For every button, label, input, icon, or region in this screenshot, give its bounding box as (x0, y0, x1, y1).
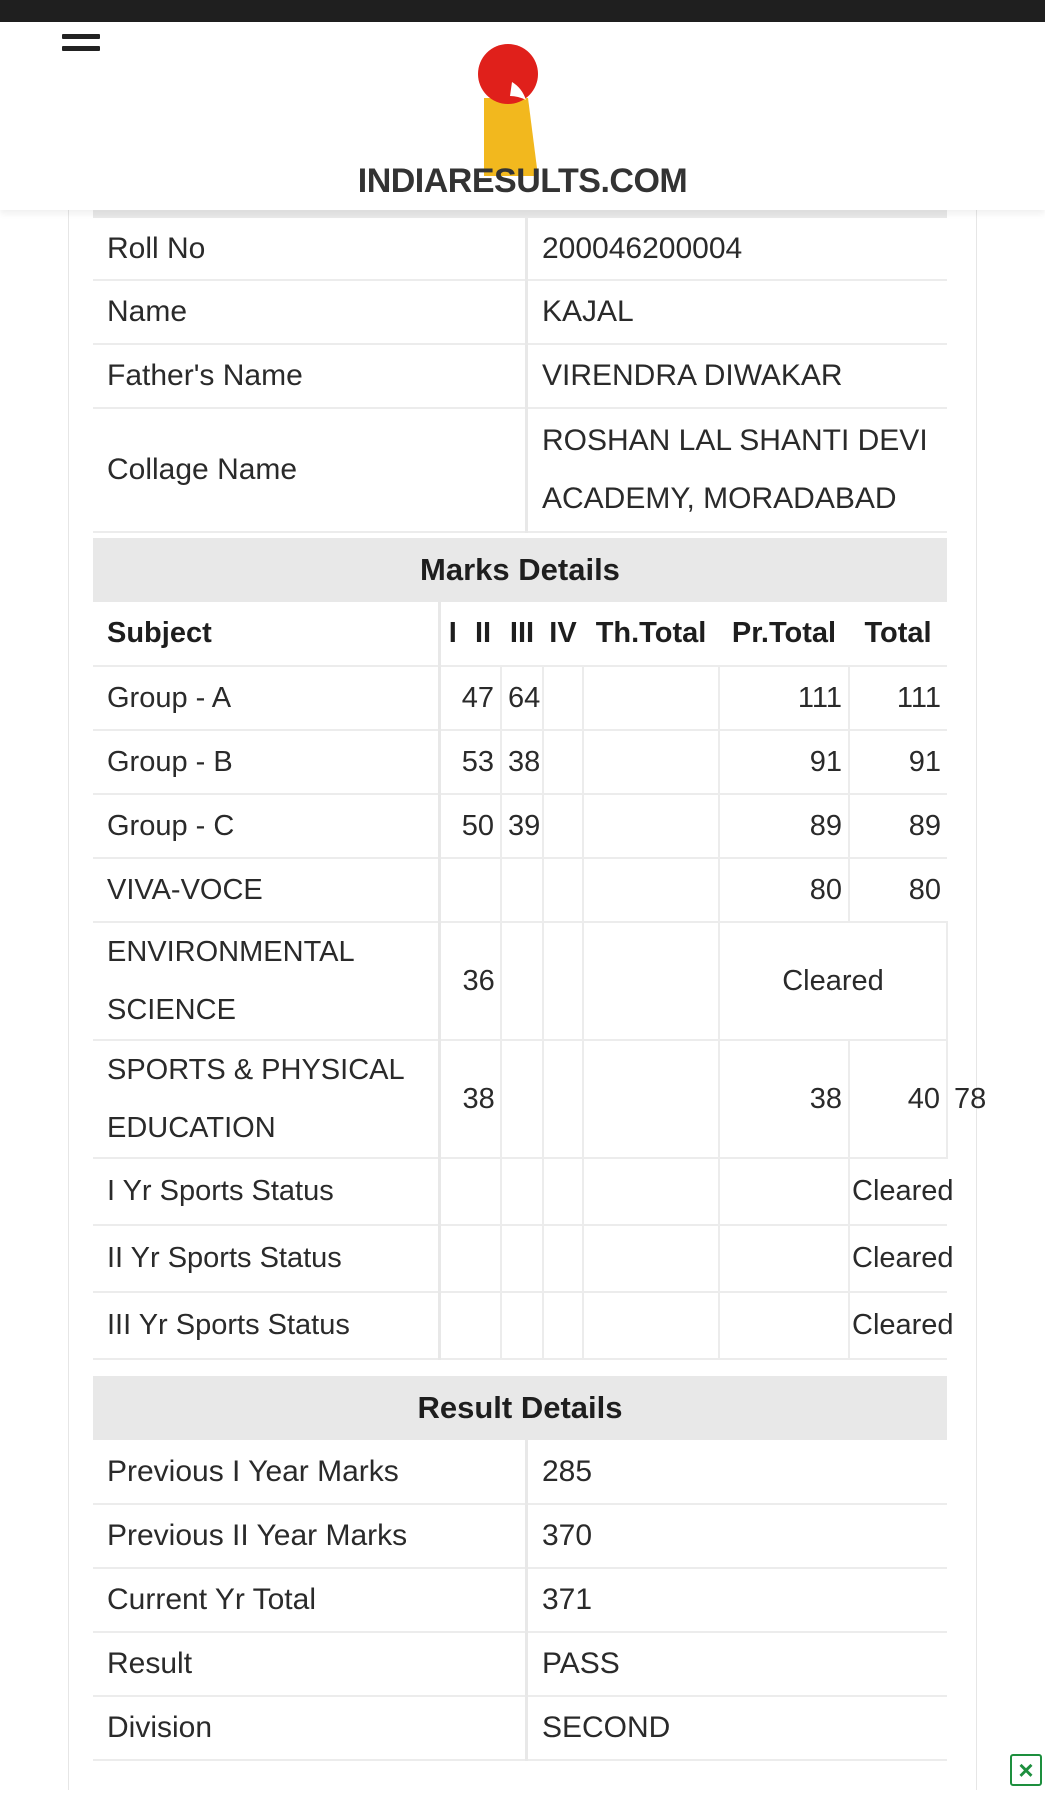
father-name-value: VIRENDRA DIWAKAR (527, 344, 948, 408)
marks-cell (543, 1292, 583, 1359)
father-name-label: Father's Name (93, 344, 527, 408)
subject-cell: Group - B (93, 730, 439, 794)
col-header: IV (543, 602, 583, 666)
subject-cell (93, 922, 439, 1040)
menu-icon[interactable] (62, 30, 102, 62)
result-details-table (93, 1440, 947, 1761)
marks-cell (439, 1158, 501, 1225)
status-bar (0, 0, 1045, 22)
marks-cell (543, 730, 583, 794)
marks-cell (543, 794, 583, 858)
close-ad-icon[interactable]: × (1010, 1754, 1042, 1786)
subject-cell: Group - C (93, 794, 439, 858)
table-row (93, 1504, 947, 1568)
marks-cell: 50 (439, 794, 501, 858)
college-name-value (527, 408, 948, 532)
marks-cell: 80 (719, 858, 849, 922)
marks-cell (583, 730, 719, 794)
marks-cell (439, 858, 501, 922)
table-row (93, 794, 947, 858)
site-header (0, 22, 1045, 210)
table-row (93, 1696, 947, 1760)
marks-cell (439, 1292, 501, 1359)
student-info-table (93, 218, 947, 533)
table-row (93, 1632, 947, 1696)
marks-details-heading: Marks Details (93, 538, 947, 602)
division-value: SECOND (527, 1696, 948, 1760)
marks-cell: 36 (439, 922, 501, 1040)
status-cell: Cleared (849, 1292, 947, 1359)
current-total-label: Current Yr Total (93, 1568, 527, 1632)
marks-cell: 53 (439, 730, 501, 794)
college-name-line: ACADEMY, MORADABAD (542, 482, 897, 515)
marks-cell (543, 858, 583, 922)
marks-cell (501, 858, 543, 922)
marks-cell: 91 (849, 730, 947, 794)
marks-cell (583, 922, 719, 1040)
col-header: III (501, 602, 543, 666)
table-row (93, 1568, 947, 1632)
table-row (93, 1225, 947, 1292)
col-header: Pr.Total (719, 602, 849, 666)
table-header-row (93, 602, 947, 666)
table-row (93, 218, 947, 280)
result-label: Result (93, 1632, 527, 1696)
table-row (93, 730, 947, 794)
marks-cell (439, 1225, 501, 1292)
marks-cell (583, 1040, 719, 1158)
subject-cell: Group - A (93, 666, 439, 730)
roll-no-value: 200046200004 (527, 218, 948, 280)
marks-cell: 47 (439, 666, 501, 730)
marks-cell (719, 1292, 849, 1359)
marks-cell: 80 (849, 858, 947, 922)
marks-cell: 40 (849, 1040, 947, 1158)
marks-cell: 89 (719, 794, 849, 858)
college-name-label: Collage Name (93, 408, 527, 532)
result-details-heading: Result Details (93, 1376, 947, 1440)
table-row (93, 280, 947, 344)
subject-line: EDUCATION (107, 1112, 276, 1144)
marks-cell (583, 1158, 719, 1225)
result-content (68, 210, 987, 1790)
marks-cell (583, 794, 719, 858)
prev-1-year-label: Previous I Year Marks (93, 1440, 527, 1504)
subject-cell (93, 1040, 439, 1158)
marks-cell (719, 1158, 849, 1225)
marks-cell (543, 1225, 583, 1292)
col-header: Subject (93, 602, 439, 666)
marks-cell (501, 1158, 543, 1225)
table-row (93, 922, 947, 1040)
subject-cell: II Yr Sports Status (93, 1225, 439, 1292)
marks-cell (543, 1040, 583, 1158)
marks-cell (501, 922, 543, 1040)
marks-cell: 91 (719, 730, 849, 794)
marks-cell: 111 (849, 666, 947, 730)
status-cell: Cleared (849, 1158, 947, 1225)
col-header: I (439, 602, 465, 666)
marks-cell (543, 922, 583, 1040)
marks-cell (501, 1225, 543, 1292)
marks-cell: 39 (501, 794, 543, 858)
marks-cell (583, 666, 719, 730)
table-row (93, 344, 947, 408)
subject-cell: III Yr Sports Status (93, 1292, 439, 1359)
division-label: Division (93, 1696, 527, 1760)
marks-cell (583, 1292, 719, 1359)
marks-cell: 111 (719, 666, 849, 730)
marks-cell (719, 1225, 849, 1292)
col-header: Total (849, 602, 947, 666)
table-row (93, 1440, 947, 1504)
subject-line: ENVIRONMENTAL (107, 936, 355, 968)
marks-cell (543, 1158, 583, 1225)
name-value: KAJAL (527, 280, 948, 344)
result-value: PASS (527, 1632, 948, 1696)
status-cell: Cleared (849, 1225, 947, 1292)
table-row (93, 858, 947, 922)
marks-cell: 89 (849, 794, 947, 858)
marks-cell (583, 858, 719, 922)
college-name-line: ROSHAN LAL SHANTI DEVI (542, 424, 928, 457)
marks-cell (501, 1040, 543, 1158)
subject-line: SCIENCE (107, 994, 236, 1026)
divider (93, 210, 947, 218)
prev-1-year-value: 285 (527, 1440, 948, 1504)
prev-2-year-value: 370 (527, 1504, 948, 1568)
subject-line: SPORTS & PHYSICAL (107, 1054, 405, 1086)
table-row (93, 408, 947, 532)
col-header: II (465, 602, 501, 666)
prev-2-year-label: Previous II Year Marks (93, 1504, 527, 1568)
marks-cell: 38 (719, 1040, 849, 1158)
table-row (93, 1158, 947, 1225)
marks-table (93, 602, 987, 1360)
marks-cell: 64 (501, 666, 543, 730)
current-total-value: 371 (527, 1568, 948, 1632)
marks-cell (543, 666, 583, 730)
table-row (93, 1292, 947, 1359)
marks-cell: 38 (439, 1040, 501, 1158)
logo-text: INDIARESULTS.COM (357, 162, 688, 200)
subject-cell: VIVA-VOCE (93, 858, 439, 922)
roll-no-label: Roll No (93, 218, 527, 280)
marks-cell: 38 (501, 730, 543, 794)
name-label: Name (93, 280, 527, 344)
marks-cell (583, 1225, 719, 1292)
marks-cell: Cleared (719, 922, 947, 1040)
table-row: SPORTS & PHYSICAL EDUCATION 38 38 40 78 (93, 1040, 947, 1158)
col-header: Th.Total (583, 602, 719, 666)
marks-cell (501, 1292, 543, 1359)
table-row (93, 666, 947, 730)
subject-cell: I Yr Sports Status (93, 1158, 439, 1225)
